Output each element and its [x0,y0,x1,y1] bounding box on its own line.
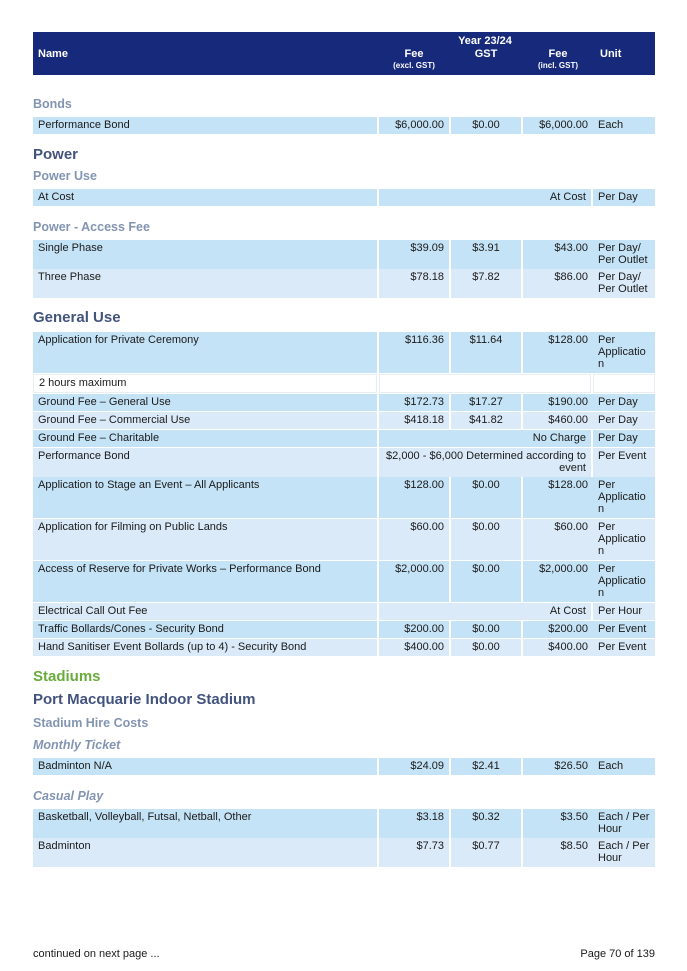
fee-incl: $60.00 [523,519,593,560]
row-empty [379,374,591,393]
row-unit: Each [593,117,655,134]
fee-excl: $3.18 [379,809,449,838]
fee-incl: $8.50 [523,838,593,867]
row-note: 2 hours maximum [33,374,377,393]
row-name: Traffic Bollards/Cones - Security Bond [33,621,377,638]
table-row [33,269,655,297]
row-values [379,412,591,429]
header-gst-label: GST [474,48,498,60]
gst: $0.00 [451,561,521,602]
row-values [379,117,591,134]
row-unit: Per Applicatio n [593,332,655,373]
row-name: At Cost [33,189,377,206]
header-fee-excl-sub: (excl. GST) [393,61,435,70]
row-name: Application for Filming on Public Lands [33,519,377,560]
row-values [379,838,591,867]
row-values [379,639,591,656]
fee-excl: $200.00 [379,621,449,638]
gst: $0.00 [451,621,521,638]
table-row [33,240,655,268]
gst: $0.32 [451,809,521,838]
fee-excl: $6,000.00 [379,117,449,134]
row-values [379,561,591,602]
gst: $2.41 [451,758,521,775]
row-name: Electrical Call Out Fee [33,603,377,620]
table-row [33,639,655,656]
section-heading-power-use: Power Use [33,169,97,183]
row-name: Performance Bond [33,448,377,477]
row-empty [593,374,655,393]
header-fee-excl-label: Fee [404,48,424,60]
table-row [33,809,655,837]
table-row [33,621,655,638]
row-unit: Per Applicatio n [593,477,655,518]
row-unit: Per Day [593,412,655,429]
gst: $0.00 [451,639,521,656]
section-heading-stadium-hire: Stadium Hire Costs [33,716,149,730]
table-header [33,32,655,75]
section-heading-stadium-name: Port Macquarie Indoor Stadium [33,691,256,708]
row-unit: Per Day [593,394,655,411]
row-note: At Cost [379,603,591,620]
row-name: Hand Sanitiser Event Bollards (up to 4) - Security Bond [33,639,377,656]
fee-excl: $128.00 [379,477,449,518]
row-unit: Per Applicatio n [593,519,655,560]
row-name: Three Phase [33,269,377,298]
section-heading-casual-play: Casual Play [33,789,104,803]
row-values [379,758,591,775]
table-row-note [33,374,655,393]
row-unit: Per Hour [593,603,655,620]
table-row [33,838,655,866]
row-name: Ground Fee – General Use [33,394,377,411]
fee-incl: $128.00 [523,477,593,518]
fee-incl: $190.00 [523,394,593,411]
fee-incl: $3.50 [523,809,593,838]
row-unit: Per Event [593,621,655,638]
row-values [379,332,591,373]
row-name: Performance Bond [33,117,377,134]
row-unit: Each / Per Hour [593,809,655,838]
fee-incl: $128.00 [523,332,593,373]
page-footer [33,948,655,960]
table-row [33,477,655,518]
page-number: Page 70 of 139 [580,948,655,960]
gst: $0.00 [451,519,521,560]
table-row [33,412,655,429]
table-row [33,519,655,560]
gst: $0.77 [451,838,521,867]
row-name: Badminton N/A [33,758,377,775]
fee-incl: $200.00 [523,621,593,638]
section-heading-general-use: General Use [33,309,121,326]
fee-excl: $60.00 [379,519,449,560]
header-fee-incl-sub: (incl. GST) [538,61,578,70]
continued-note: continued on next page ... [33,948,160,960]
table-row [33,189,655,206]
row-unit: Per Day [593,189,655,206]
row-name: Ground Fee – Commercial Use [33,412,377,429]
row-values [379,394,591,411]
fee-excl: $39.09 [379,240,449,269]
fee-excl: $2,000.00 [379,561,449,602]
fee-excl: $78.18 [379,269,449,298]
row-unit: Each / Per Hour [593,838,655,867]
fee-incl: $26.50 [523,758,593,775]
fee-incl: $86.00 [523,269,593,298]
fee-excl: $116.36 [379,332,449,373]
row-name: Ground Fee – Charitable [33,430,377,447]
gst: $11.64 [451,332,521,373]
header-name: Name [38,47,68,60]
fee-incl: $400.00 [523,639,593,656]
row-values [379,477,591,518]
row-values [379,621,591,638]
row-name: Single Phase [33,240,377,269]
fee-excl: $172.73 [379,394,449,411]
row-unit: Per Day [593,430,655,447]
fee-excl: $400.00 [379,639,449,656]
row-note: At Cost [379,189,591,206]
table-row [33,758,655,775]
row-unit: Per Applicatio n [593,561,655,602]
table-row [33,430,655,447]
fee-excl: $7.73 [379,838,449,867]
row-unit: Per Event [593,639,655,656]
section-heading-power-access: Power - Access Fee [33,220,150,234]
section-heading-power: Power [33,146,79,163]
row-values [379,240,591,269]
gst: $0.00 [451,117,521,134]
row-values [379,269,591,298]
table-row [33,603,655,620]
table-row [33,394,655,411]
row-unit: Per Day/ Per Outlet [593,269,655,298]
header-unit: Unit [600,47,622,60]
row-values [379,519,591,560]
gst: $7.82 [451,269,521,298]
row-name: Badminton [33,838,377,867]
row-values [379,809,591,838]
row-name: Application to Stage an Event – All Applicants [33,477,377,518]
gst: $3.91 [451,240,521,269]
row-name: Application for Private Ceremony [33,332,377,373]
section-heading-monthly-ticket: Monthly Ticket [33,738,121,752]
header-year: Year 23/24 [458,35,512,47]
gst: $41.82 [451,412,521,429]
row-unit: Per Event [593,448,655,477]
fee-incl: $2,000.00 [523,561,593,602]
fee-incl: $6,000.00 [523,117,593,134]
section-heading-bonds: Bonds [33,97,72,111]
fee-excl: $418.18 [379,412,449,429]
fee-excl: $24.09 [379,758,449,775]
header-fee-incl-label: Fee [548,48,568,60]
gst: $17.27 [451,394,521,411]
row-name: Basketball, Volleyball, Futsal, Netball, Other [33,809,377,838]
row-note: No Charge [379,430,591,447]
section-heading-stadiums: Stadiums [33,668,101,685]
fee-schedule-page [33,32,655,866]
row-unit: Each [593,758,655,775]
row-unit: Per Day/ Per Outlet [593,240,655,269]
table-row [33,332,655,373]
table-row [33,561,655,602]
fee-incl: $460.00 [523,412,593,429]
table-row [33,448,655,476]
gst: $0.00 [451,477,521,518]
row-note: $2,000 - $6,000 Determined according to event [379,448,591,477]
table-row [33,117,655,134]
fee-incl: $43.00 [523,240,593,269]
row-name: Access of Reserve for Private Works – Performance Bond [33,561,377,602]
